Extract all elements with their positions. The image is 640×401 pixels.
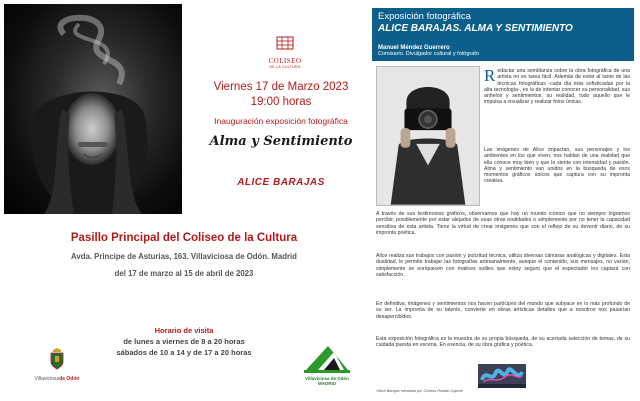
coliseo-logo-name: COLISEO [268,57,302,65]
coliseo-logo [255,36,315,69]
green-logo-name: Villaviciosa de Odón [305,376,349,381]
curator-name: Manuel Méndez Guerrero [378,45,450,51]
coat-of-arms-icon [49,348,65,370]
coliseo-mark-icon [276,36,294,50]
schedule-saturdays: sábados de 10 a 14 y de 17 a 20 horas [116,348,252,357]
villaviciosa-logo [34,348,80,382]
portrait-photo-drawing [4,4,182,214]
venue-name: Pasillo Principal del Coliseo de la Cultura [70,232,298,244]
villaviciosa-logo-suffix: de Odón [59,376,80,382]
exhibition-title: Alma y Sentimiento [209,134,353,149]
paragraph-5: En definitiva, imágenes y sentimientos nos hacen partícipes del mundo que subyace en lo más profundo de su ser. La impronta de su talento, convierte en obras artísticas detalles que a nosotros nos pasarían desapercibidos. [376,301,630,320]
schedule-weekdays: de lunes a viernes de 8 a 20 horas [123,337,245,346]
graffiti-photo [478,364,526,388]
curator-block [378,45,628,57]
venue-address: Avda. Principe de Asturias, 163. Villaviciosa de Odón. Madrid [71,252,297,261]
curator-role: Comisario. Divulgador cultural y fotógrafo [378,51,479,57]
event-time: 19:00 horas [250,96,312,108]
paragraph-6: Esta exposición fotográfica es la muestra de su propia búsqueda, de su acertada selección de temas, de su cuidada puesta en escena. En esencia, de su obra gráfica y poética. [376,336,630,349]
coliseo-logo-subtitle: DE LA CULTURA [269,65,301,69]
paragraph-2: Las imágenes de Alice impactan, sus personajes y los ambientes en los que viven, nos hablan de una realidad que ella conoce muy bien y que lo siente con intensidad y pasión. Alma y sentimiento van unidos en la búsqueda de esos momentos gráficos únicos que captura con su impronta creativa. [484,147,630,185]
green-logo-sub: MADRID [318,381,336,386]
inauguration-text: Inauguración exposición fotográfica [214,116,348,126]
event-date: Viernes 17 de Marzo 2023 [213,81,349,93]
schedule-title: Horario de visita [154,326,214,335]
graffiti-drawing [478,364,526,388]
photo-caption: *Alice Barajas retratada por Cristina Roldán Ogarrio [376,389,464,393]
exhibition-dates: del 17 de marzo al 15 de abril de 2023 [114,269,254,278]
villaviciosa-green-logo [298,340,356,388]
paragraph-1-text: edactar una semblanza sobre la obra fotográfica de una artista no es tarea fácil. Además de estar al tanto de las técnicas fotográficas -cada día más sofisticadas por la alta tecnología-, es la de intentar conocer su personalidad, sus anhelos y sentimientos, su realidad, todo aquello que le impulsa a visualizar y realizar fotos únicas. [484,68,630,106]
photographer-portrait-drawing [377,67,479,205]
header-title: ALICE BARAJAS. ALMA Y SENTIMIENTO [378,23,573,34]
header-subtitle: Exposición fotográfica [378,11,471,22]
portrait-photo-smoke [4,4,182,214]
paragraph-1 [484,68,630,106]
photographer-portrait [376,66,480,206]
paragraph-3: A través de sus testimonios gráficos, observamos que hay un mundo icónico que no siempre logramos percibir, posiblemente por estar alejados de esas otras realidades o simplemente por no tener la capacidad sensitiva de esta artista. Tiene la virtud de crear imágenes que son el reflejo de su devenir diario, de su impronta poética. [376,211,630,236]
villaviciosa-logo-prefix: Villaviciosa [34,376,60,382]
dropcap-letter: R [484,66,496,85]
paragraph-4: Alice realiza sus trabajos con pasión y pulcritud técnica, utiliza diversas cámaras analógicas y digitales. Esta dualidad, le permite trabajar las fotografías artesanalmente, aunque el contenido, sus mensajes, no varían, simplemente se enriquecen con matices sutiles que estoy seguro que el espectador los captará con satisfacción. [376,253,630,278]
artist-name: ALICE BARAJAS [237,177,325,188]
green-swoosh-icon [298,340,356,376]
